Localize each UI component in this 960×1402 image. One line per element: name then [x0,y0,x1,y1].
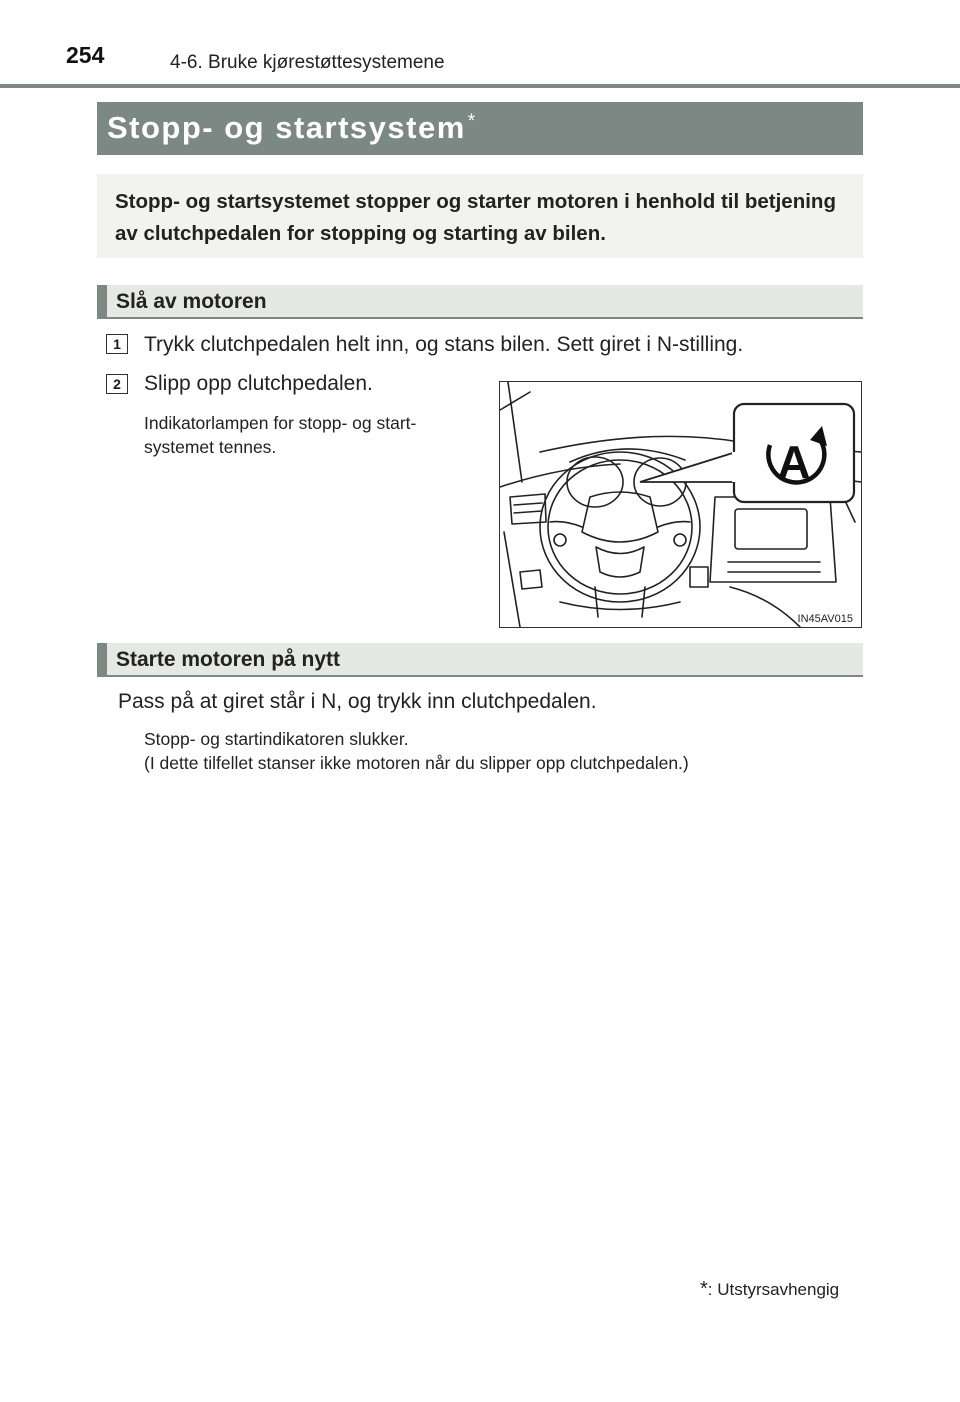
step-number-1: 1 [106,334,128,354]
step-text-1: Trykk clutchpedalen helt inn, og stans bilen. Sett giret i N-stilling. [144,333,744,356]
title-bar [97,102,863,155]
step-text-2: Slipp opp clutchpedalen. [144,372,373,395]
section-label-restart: Starte motoren på nytt [116,648,341,671]
page-title-text: Stopp- og startsystem [107,110,466,145]
restart-note-line-1: Stopp- og startindikatoren slukker. [144,729,409,749]
intro-box [97,174,863,258]
chapter-title: 4-6. Bruke kjørestøttesystemene [170,52,445,73]
step-2-note-line-1: Indikatorlampen for stopp- og start- [144,413,417,433]
figure-code: IN45AV015 [797,613,853,625]
page-number: 254 [66,42,105,68]
page-title [107,110,477,146]
callout-pointer [640,452,736,482]
restart-note-line-2: (I dette tilfellet stanser ikke motoren når du slipper opp clutchpedalen.) [144,753,689,773]
callout-letter: A [777,436,811,488]
footnote [700,1278,839,1301]
restart-note [144,727,689,775]
section-accent [97,285,107,319]
step-number-2: 2 [106,374,128,394]
section-header-restart [97,643,863,677]
header-divider [0,84,960,88]
intro-text: Stopp- og startsystemet stopper og starter motoren i henhold til betjening av clutchpedalen for stopping og starting av bilen. [115,190,836,245]
step-2-note [144,411,416,459]
footnote-asterisk: * [700,1278,708,1300]
title-asterisk: * [467,110,477,132]
restart-instruction: Pass på at giret står i N, og trykk inn clutchpedalen. [118,690,597,713]
footnote-text: : Utstyrsavhengig [707,1280,840,1299]
step-2-note-line-2: systemet tennes. [144,437,277,457]
section-label-stop: Slå av motoren [116,290,267,313]
dashboard-illustration [499,381,862,628]
dashboard-drawing [500,382,861,627]
section-accent [97,643,107,677]
section-header-stop [97,285,863,319]
